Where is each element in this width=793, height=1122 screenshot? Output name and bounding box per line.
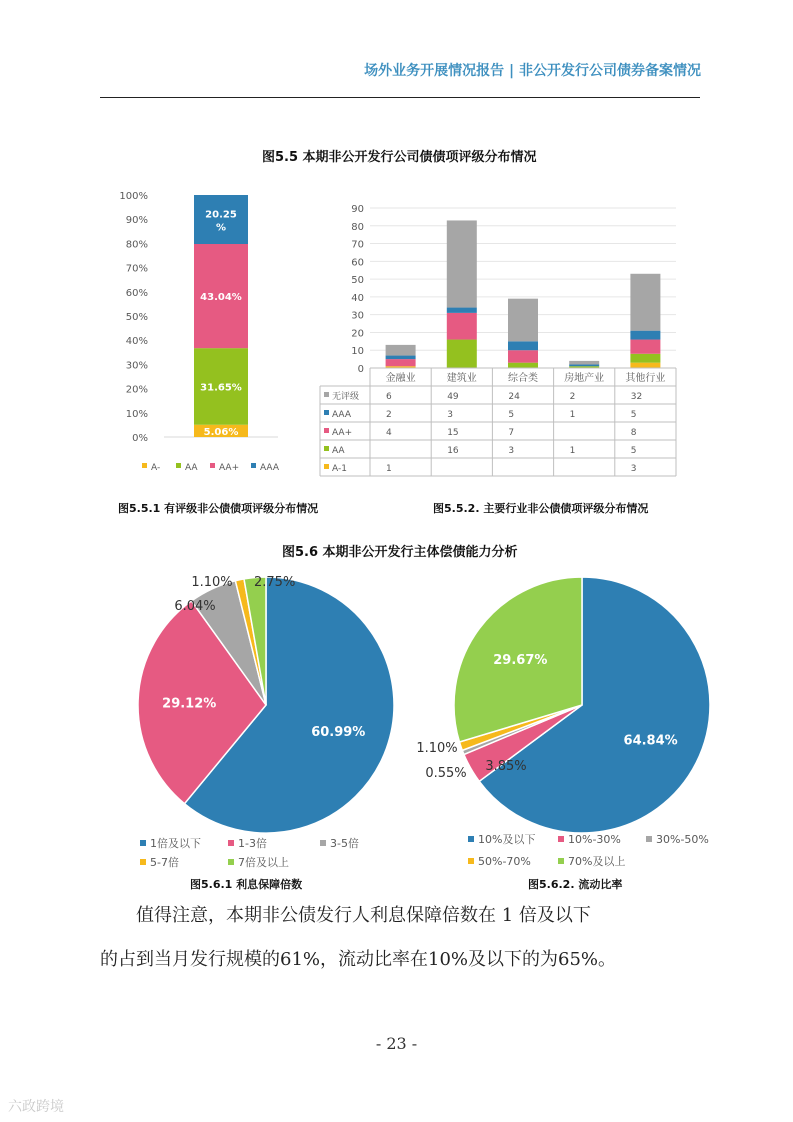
legend-swatch: [468, 858, 474, 864]
legend-label: 10%及以下: [478, 833, 536, 846]
legend-label: AA: [185, 463, 198, 473]
y-tick-label: 80%: [125, 239, 148, 251]
y-tick-label: 50%: [125, 312, 148, 323]
bar-segment: [447, 313, 477, 340]
legend-swatch: [140, 840, 146, 846]
table-cell: 1: [569, 410, 576, 420]
y-tick-label: 10: [351, 346, 364, 358]
body-line-2: 的占到当月发行规模的61%，流动比率在10%及以下的为65%。: [100, 949, 617, 970]
data-label: 29.67%: [493, 653, 548, 669]
table-cell: 8: [630, 428, 637, 438]
caption-5-5-2: 图5.5.2. 主要行业非公债债项评级分布情况: [433, 502, 649, 515]
data-label: 3.85%: [485, 759, 527, 774]
chart-5-6-1: [120, 568, 410, 874]
table-cell: 1: [569, 446, 576, 456]
y-tick-label: 90%: [125, 215, 148, 227]
category-label: 金融业: [385, 373, 416, 384]
legend-swatch: [324, 410, 329, 415]
table-cell: 49: [447, 392, 459, 402]
legend-swatch: [176, 463, 181, 468]
legend-swatch: [324, 428, 329, 433]
data-label: 43.04%: [200, 292, 242, 304]
table-cell: 3: [508, 446, 515, 456]
data-label: 5.06%: [203, 426, 239, 438]
legend-swatch: [324, 464, 329, 469]
bar-segment: [386, 345, 416, 356]
data-label: 20.25: [205, 209, 237, 221]
y-tick-label: 20%: [125, 384, 148, 396]
y-tick-label: 10%: [125, 408, 148, 420]
legend-swatch: [142, 463, 147, 468]
data-label: 1.10%: [416, 741, 458, 756]
legend-swatch: [228, 859, 234, 865]
y-tick-label: 70%: [125, 263, 148, 275]
series-label: AA: [332, 446, 345, 456]
bar-segment: [630, 354, 660, 363]
table-cell: 5: [508, 410, 515, 420]
legend-label: 70%及以上: [568, 855, 626, 868]
table-cell: 16: [447, 446, 459, 456]
legend-label: 1倍及以下: [150, 837, 201, 850]
legend-swatch: [324, 446, 329, 451]
table-cell: 5: [630, 410, 637, 420]
chart-5-5-2: [318, 198, 688, 480]
legend-label: AAA: [260, 463, 279, 473]
watermark-logo: 六政跨境: [8, 1099, 64, 1115]
legend-label: A-: [151, 463, 161, 473]
y-tick-label: 40: [351, 292, 364, 304]
header-title: 场外业务开展情况报告 | 非公开发行公司债券备案情况: [364, 63, 701, 79]
legend-swatch: [251, 463, 256, 468]
y-tick-label: 20: [351, 328, 364, 340]
legend-label: AA+: [219, 463, 240, 473]
table-cell: 4: [386, 428, 392, 438]
table-cell: 3: [447, 410, 453, 420]
caption-5-6-2: 图5.6.2. 流动比率: [528, 878, 623, 891]
table-cell: 24: [508, 392, 520, 402]
caption-5-6-1: 图5.6.1 利息保障倍数: [190, 878, 303, 891]
bar-segment: [508, 341, 538, 350]
page-number: - 23 -: [375, 1034, 418, 1053]
y-tick-label: 70: [351, 239, 364, 251]
figure-5-6-title: 图5.6 本期非公开发行主体偿债能力分析: [282, 545, 518, 560]
data-label: 2.75%: [254, 575, 296, 590]
table-cell: 2: [569, 392, 576, 402]
category-label: 房地产业: [564, 373, 605, 384]
data-label: 31.65%: [200, 382, 242, 394]
series-label: 无评级: [332, 392, 360, 402]
legend-label: 50%-70%: [478, 855, 531, 868]
data-label: 29.12%: [162, 696, 217, 712]
bar-segment: [508, 350, 538, 362]
bar-segment: [630, 340, 660, 354]
bar-segment: [569, 364, 599, 366]
bar-segment: [386, 356, 416, 360]
series-label: AAA: [332, 410, 351, 420]
legend-label: 30%-50%: [656, 833, 709, 846]
y-tick-label: 100%: [119, 191, 148, 202]
y-tick-label: 30%: [125, 360, 148, 372]
y-tick-label: 0%: [132, 433, 148, 444]
y-tick-label: 30: [351, 310, 364, 322]
legend-swatch: [210, 463, 215, 468]
legend-label: 1-3倍: [238, 837, 267, 850]
table-cell: 3: [630, 464, 637, 474]
y-tick-label: 80: [351, 221, 364, 233]
legend-label: 7倍及以上: [238, 856, 289, 869]
chart-5-5-1: [110, 185, 280, 485]
y-tick-label: 50: [351, 275, 364, 287]
legend-swatch: [646, 836, 652, 842]
legend-swatch: [468, 836, 474, 842]
bar-segment: [447, 308, 477, 313]
category-label: 综合类: [508, 373, 538, 384]
figure-5-5-title: 图5.5 本期非公开发行公司债债项评级分布情况: [262, 150, 537, 165]
table-cell: 32: [630, 392, 643, 402]
legend-swatch: [558, 836, 564, 842]
legend-label: 3-5倍: [330, 837, 359, 850]
bar-segment: [630, 363, 660, 368]
bar-segment: [630, 331, 660, 340]
body-line-1: 值得注意，本期非公债发行人利息保障倍数在 1 倍及以下: [136, 905, 591, 926]
data-label: 60.99%: [311, 724, 366, 740]
table-cell: 15: [447, 428, 459, 438]
header-rule: [100, 97, 700, 98]
chart-5-6-2: [410, 568, 730, 874]
legend-swatch: [558, 858, 564, 864]
legend-swatch: [140, 859, 146, 865]
table-cell: 6: [386, 392, 392, 402]
legend-label: 5-7倍: [150, 856, 179, 869]
series-label: A-1: [332, 464, 347, 474]
legend-swatch: [228, 840, 234, 846]
category-label: 其他行业: [625, 373, 666, 384]
bar-segment: [569, 361, 599, 365]
series-label: AA+: [332, 428, 353, 438]
table-cell: 5: [630, 446, 637, 456]
legend-swatch: [324, 392, 329, 397]
table-cell: 2: [386, 410, 392, 420]
caption-5-5-1: 图5.5.1 有评级非公债债项评级分布情况: [118, 502, 319, 515]
data-label: 64.84%: [623, 733, 678, 749]
bar-segment: [447, 340, 477, 368]
data-label: 0.55%: [425, 766, 467, 781]
data-label-suffix: %: [215, 222, 227, 234]
table-cell: 7: [508, 428, 515, 438]
data-label: 6.04%: [174, 599, 216, 614]
bar-segment: [447, 220, 477, 307]
bar-segment: [508, 299, 538, 342]
y-tick-label: 90: [351, 204, 364, 215]
y-tick-label: 60%: [125, 287, 148, 299]
bar-segment: [508, 363, 538, 368]
legend-swatch: [320, 840, 326, 846]
y-tick-label: 0: [357, 364, 364, 375]
table-cell: 1: [386, 464, 392, 474]
category-label: 建筑业: [446, 373, 477, 384]
y-tick-label: 60: [351, 257, 364, 269]
body-paragraph: [100, 894, 700, 982]
bar-segment: [630, 274, 660, 331]
legend-label: 10%-30%: [568, 833, 621, 846]
bar-segment: [386, 359, 416, 366]
data-label: 1.10%: [191, 575, 233, 590]
y-tick-label: 40%: [125, 336, 148, 348]
